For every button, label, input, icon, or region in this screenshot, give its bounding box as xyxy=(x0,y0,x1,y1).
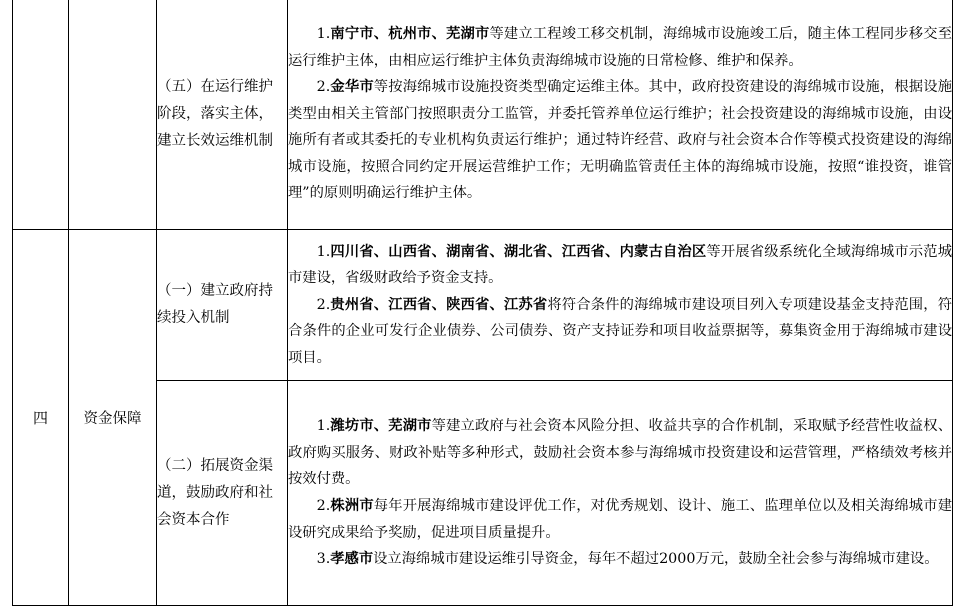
detail-item: 2.金华市等按海绵城市设施投资类型确定运维主体。其中，政府投资建设的海绵城市设施，根据设施类型由相关主管部门按照职责分工监管，并委托管养单位运行维护；社会投资建设的海绵城市设施，由设施所有者或其委托的专业机构负责运行维护；通过特许经营、政府与社会资本合作等模式投资建设的海绵城市设施，按照合同约定开展运营维护工作；无明确监管责任主体的海绵城市设施，按照“谁投资，谁管理”的原则明确运行维护主体。 xyxy=(288,79,953,202)
place-names: 株洲市 xyxy=(330,498,374,514)
place-names: 孝感市 xyxy=(330,551,374,568)
detail-cell xyxy=(288,230,953,381)
place-names: 潍坊市、芜湖市 xyxy=(330,418,432,435)
row-number-cell: 四 xyxy=(13,230,69,606)
measure-cell: （五）在运行维护阶段，落实主体，建立长效运维机制 xyxy=(157,0,288,230)
detail-item: 1.潍坊市、芜湖市等建立政府与社会资本风险分担、收益共享的合作机制，采取赋予经营性收益权、政府购买服务、财政补贴等多种形式，鼓励社会资本参与海绵城市投资建设和运营管理，严格绩效考核并按效付费。 xyxy=(288,418,953,488)
detail-item: 3.孝感市设立海绵城市建设运维引导资金，每年不超过2000万元，鼓励全社会参与海绵城市建设。 xyxy=(316,551,939,568)
place-names: 四川省、山西省、湖南省、湖北省、江西省、内蒙古自治区 xyxy=(330,243,707,260)
detail-cell xyxy=(288,0,953,230)
place-names: 贵州省、江西省、陕西省、江苏省 xyxy=(330,296,548,313)
policy-table xyxy=(12,0,953,606)
place-names: 金华市 xyxy=(330,79,374,96)
table-row xyxy=(13,230,953,381)
detail-item: 2.株洲市每年开展海绵城市建设评优工作，对优秀规划、设计、施工、监理单位以及相关海绵城市建设研究成果给予奖励，促进项目质量提升。 xyxy=(288,498,953,541)
measure-cell: （一）建立政府持续投入机制 xyxy=(157,230,288,381)
place-names: 南宁市、杭州市、芜湖市 xyxy=(330,25,490,42)
detail-item: 1.南宁市、杭州市、芜湖市等建立工程竣工移交机制，海绵城市设施竣工后，随主体工程同步移交至运行维护主体，由相应运行维护主体负责海绵城市设施的日常检修、维护和保养。 xyxy=(288,25,953,69)
detail-item: 1.四川省、山西省、湖南省、湖北省、江西省、内蒙古自治区等开展省级系统化全域海绵城市示范城市建设，省级财政给予资金支持。 xyxy=(288,243,953,287)
row-number-cell xyxy=(13,0,69,230)
measure-cell: （二）拓展资金渠道，鼓励政府和社会资本合作 xyxy=(157,381,288,606)
category-cell xyxy=(69,0,157,230)
category-cell: 资金保障 xyxy=(69,230,157,606)
detail-item: 2.贵州省、江西省、陕西省、江苏省将符合条件的海绵城市建设项目列入专项建设基金支持范围，符合条件的企业可发行企业债券、公司债券、资产支持证券和项目收益票据等，募集资金用于海绵城市建设项目。 xyxy=(288,296,953,366)
detail-cell xyxy=(288,381,953,606)
table-row xyxy=(13,0,953,230)
